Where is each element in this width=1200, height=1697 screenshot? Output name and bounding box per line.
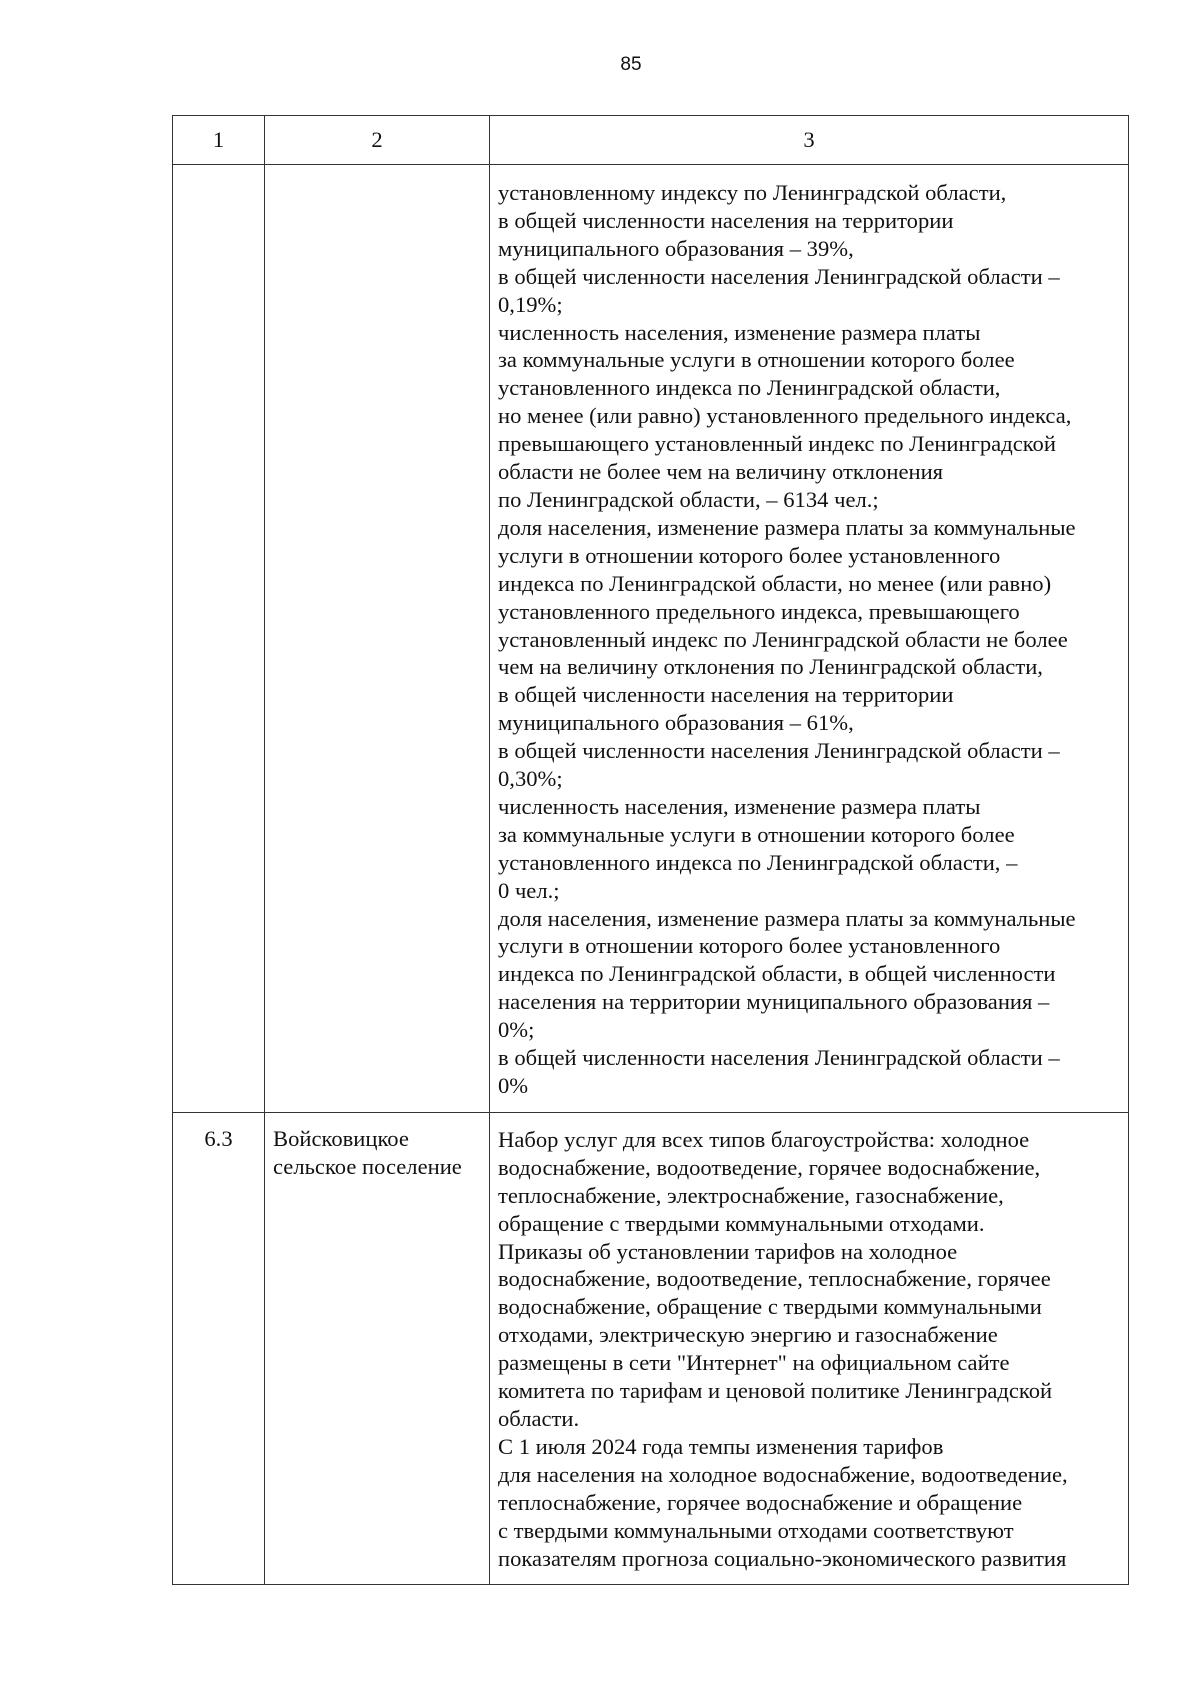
table-row	[173, 165, 1129, 1113]
text-line: комитета по тарифам и ценовой политике Ленинградской	[498, 1378, 1053, 1404]
row-name	[265, 1112, 490, 1585]
row-text	[490, 1112, 1129, 1585]
text-line: сельское поселение	[273, 1153, 462, 1179]
text-line: но менее (или равно) установленного предельного индекса,	[498, 403, 1072, 429]
text-line: населения на территории муниципального образования –	[498, 989, 1050, 1015]
text-line: услуги в отношении которого более установленного	[498, 933, 1001, 959]
row-name	[265, 165, 490, 1113]
text-line: 0 чел.;	[498, 877, 560, 903]
text-line: 0,19%;	[498, 291, 563, 317]
text-line: водоснабжение, водоотведение, теплоснабжение, горячее	[498, 1266, 1051, 1292]
text-line: С 1 июля 2024 года темпы изменения тарифов	[498, 1433, 944, 1459]
text-line: 0,30%;	[498, 766, 563, 792]
row-number	[173, 165, 265, 1113]
row-number: 6.3	[173, 1112, 265, 1585]
text-line: установленного индекса по Ленинградской области,	[498, 375, 1001, 401]
text-line: в общей численности населения Ленинградской области –	[498, 738, 1060, 764]
text-line: в общей численности населения на территории	[498, 207, 954, 233]
text-line: Войсковицкое	[273, 1125, 409, 1151]
text-line: водоснабжение, обращение с твердыми коммунальными	[498, 1294, 1042, 1320]
text-line: муниципального образования – 61%,	[498, 710, 854, 736]
text-line: теплоснабжение, электроснабжение, газоснабжение,	[498, 1182, 1004, 1208]
table-header-row	[173, 116, 1129, 165]
text-line: в общей численности населения на территории	[498, 682, 954, 708]
text-line: 0%;	[498, 1017, 535, 1043]
text-line: чем на величину отклонения по Ленинградской области,	[498, 654, 1043, 680]
text-line: индекса по Ленинградской области, но менее (или равно)	[498, 570, 1052, 596]
text-line: установленный индекс по Ленинградской области не более	[498, 626, 1068, 652]
text-line: по Ленинградской области, – 6134 чел.;	[498, 486, 879, 512]
text-line: установленного индекса по Ленинградской области, –	[498, 849, 1018, 875]
column-header-2: 2	[265, 116, 490, 165]
text-line: размещены в сети "Интернет" на официальном сайте	[498, 1350, 1010, 1376]
text-line: услуги в отношении которого более установленного	[498, 542, 1001, 568]
text-line: Приказы об установлении тарифов на холодное	[498, 1238, 958, 1264]
table-row	[173, 1112, 1129, 1585]
text-line: индекса по Ленинградской области, в общей численности	[498, 961, 1056, 987]
text-line: области.	[498, 1405, 580, 1431]
text-line: 0%	[498, 1073, 529, 1098]
column-header-3: 3	[490, 116, 1129, 165]
column-header-1: 1	[173, 116, 265, 165]
data-table	[172, 115, 1129, 1585]
text-line: отходами, электрическую энергию и газоснабжение	[498, 1322, 998, 1348]
text-line: за коммунальные услуги в отношении которого более	[498, 821, 1015, 847]
text-line: доля населения, изменение размера платы за коммунальные	[498, 514, 1076, 540]
page-number: 85	[620, 54, 642, 75]
text-line: доля населения, изменение размера платы за коммунальные	[498, 905, 1076, 931]
text-line: в общей численности населения Ленинградской области –	[498, 1045, 1060, 1071]
row-text	[490, 165, 1129, 1113]
text-line: для населения на холодное водоснабжение, водоотведение,	[498, 1461, 1068, 1487]
text-line: превышающего установленный индекс по Ленинградской	[498, 431, 1056, 457]
text-line: Набор услуг для всех типов благоустройства: холодное	[498, 1126, 1030, 1152]
text-line: муниципального образования – 39%,	[498, 235, 854, 261]
text-line: области не более чем на величину отклонения	[498, 459, 944, 485]
text-line: установленному индексу по Ленинградской области,	[498, 180, 1007, 205]
text-line: водоснабжение, водоотведение, горячее водоснабжение,	[498, 1154, 1041, 1180]
text-line: показателям прогноза социально-экономического развития	[498, 1545, 1067, 1571]
text-line: теплоснабжение, горячее водоснабжение и обращение	[498, 1489, 1023, 1515]
text-line: численность населения, изменение размера платы	[498, 319, 981, 345]
text-line: обращение с твердыми коммунальными отходами.	[498, 1210, 985, 1236]
text-line: установленного предельного индекса, превышающего	[498, 598, 1020, 624]
text-line: численность населения, изменение размера платы	[498, 793, 981, 819]
text-line: за коммунальные услуги в отношении которого более	[498, 347, 1015, 373]
text-line: с твердыми коммунальными отходами соответствуют	[498, 1517, 1014, 1543]
text-line: в общей численности населения Ленинградской области –	[498, 263, 1060, 289]
